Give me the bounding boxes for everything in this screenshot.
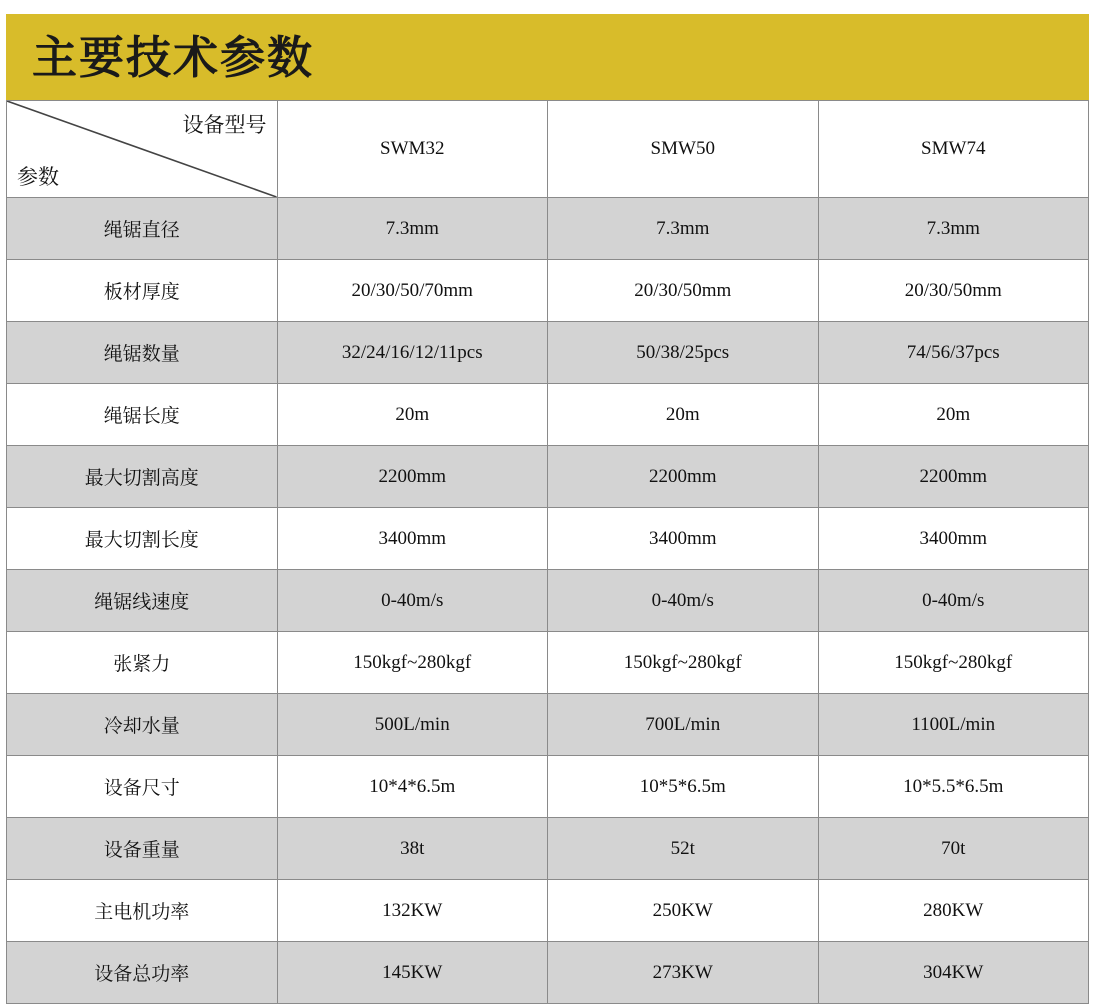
table-row: [7, 570, 1089, 632]
cell-value: 500L/min: [277, 694, 548, 756]
cell-value: 10*5*6.5m: [548, 756, 819, 818]
table-row: [7, 694, 1089, 756]
corner-row-header: 参数: [17, 165, 59, 189]
cell-value: 0-40m/s: [548, 570, 819, 632]
cell-value: 250KW: [548, 880, 819, 942]
table-row: [7, 384, 1089, 446]
table-row: [7, 632, 1089, 694]
table-row: [7, 260, 1089, 322]
cell-value: 20/30/50mm: [548, 260, 819, 322]
table-row: [7, 198, 1089, 260]
cell-value: 7.3mm: [548, 198, 819, 260]
param-label: 绳锯数量: [7, 322, 278, 384]
table-row: [7, 756, 1089, 818]
table-row: [7, 322, 1089, 384]
cell-value: 2200mm: [548, 446, 819, 508]
cell-value: 280KW: [818, 880, 1089, 942]
cell-value: 32/24/16/12/11pcs: [277, 322, 548, 384]
cell-value: 7.3mm: [277, 198, 548, 260]
specification-table: [6, 100, 1089, 1004]
cell-value: 20m: [818, 384, 1089, 446]
param-label: 设备重量: [7, 818, 278, 880]
cell-value: 3400mm: [818, 508, 1089, 570]
cell-value: 3400mm: [548, 508, 819, 570]
cell-value: 132KW: [277, 880, 548, 942]
param-label: 绳锯直径: [7, 198, 278, 260]
param-label: 冷却水量: [7, 694, 278, 756]
param-label: 设备尺寸: [7, 756, 278, 818]
cell-value: 0-40m/s: [277, 570, 548, 632]
cell-value: 3400mm: [277, 508, 548, 570]
cell-value: 150kgf~280kgf: [548, 632, 819, 694]
corner-cell: [7, 101, 278, 198]
page-title: 主要技术参数: [32, 30, 315, 84]
param-label: 板材厚度: [7, 260, 278, 322]
cell-value: 20/30/50/70mm: [277, 260, 548, 322]
param-label: 主电机功率: [7, 880, 278, 942]
title-banner: [6, 14, 1089, 100]
cell-value: 700L/min: [548, 694, 819, 756]
param-label: 张紧力: [7, 632, 278, 694]
model-header-2: SMW50: [548, 101, 819, 198]
table-header-row: [7, 101, 1089, 198]
cell-value: 74/56/37pcs: [818, 322, 1089, 384]
cell-value: 10*5.5*6.5m: [818, 756, 1089, 818]
cell-value: 20m: [277, 384, 548, 446]
cell-value: 7.3mm: [818, 198, 1089, 260]
cell-value: 70t: [818, 818, 1089, 880]
corner-column-header: 设备型号: [182, 113, 267, 137]
table-row: [7, 880, 1089, 942]
cell-value: 150kgf~280kgf: [818, 632, 1089, 694]
table-row: [7, 942, 1089, 1004]
cell-value: 10*4*6.5m: [277, 756, 548, 818]
cell-value: 145KW: [277, 942, 548, 1004]
table-row: [7, 818, 1089, 880]
cell-value: 50/38/25pcs: [548, 322, 819, 384]
cell-value: 304KW: [818, 942, 1089, 1004]
cell-value: 38t: [277, 818, 548, 880]
table-body: [7, 101, 1089, 1004]
param-label: 绳锯长度: [7, 384, 278, 446]
cell-value: 20m: [548, 384, 819, 446]
param-label: 最大切割高度: [7, 446, 278, 508]
cell-value: 20/30/50mm: [818, 260, 1089, 322]
cell-value: 150kgf~280kgf: [277, 632, 548, 694]
cell-value: 2200mm: [277, 446, 548, 508]
cell-value: 52t: [548, 818, 819, 880]
model-header-3: SMW74: [818, 101, 1089, 198]
table-row: [7, 508, 1089, 570]
cell-value: 2200mm: [818, 446, 1089, 508]
param-label: 设备总功率: [7, 942, 278, 1004]
cell-value: 1100L/min: [818, 694, 1089, 756]
table-row: [7, 446, 1089, 508]
cell-value: 0-40m/s: [818, 570, 1089, 632]
cell-value: 273KW: [548, 942, 819, 1004]
model-header-1: SWM32: [277, 101, 548, 198]
param-label: 绳锯线速度: [7, 570, 278, 632]
param-label: 最大切割长度: [7, 508, 278, 570]
